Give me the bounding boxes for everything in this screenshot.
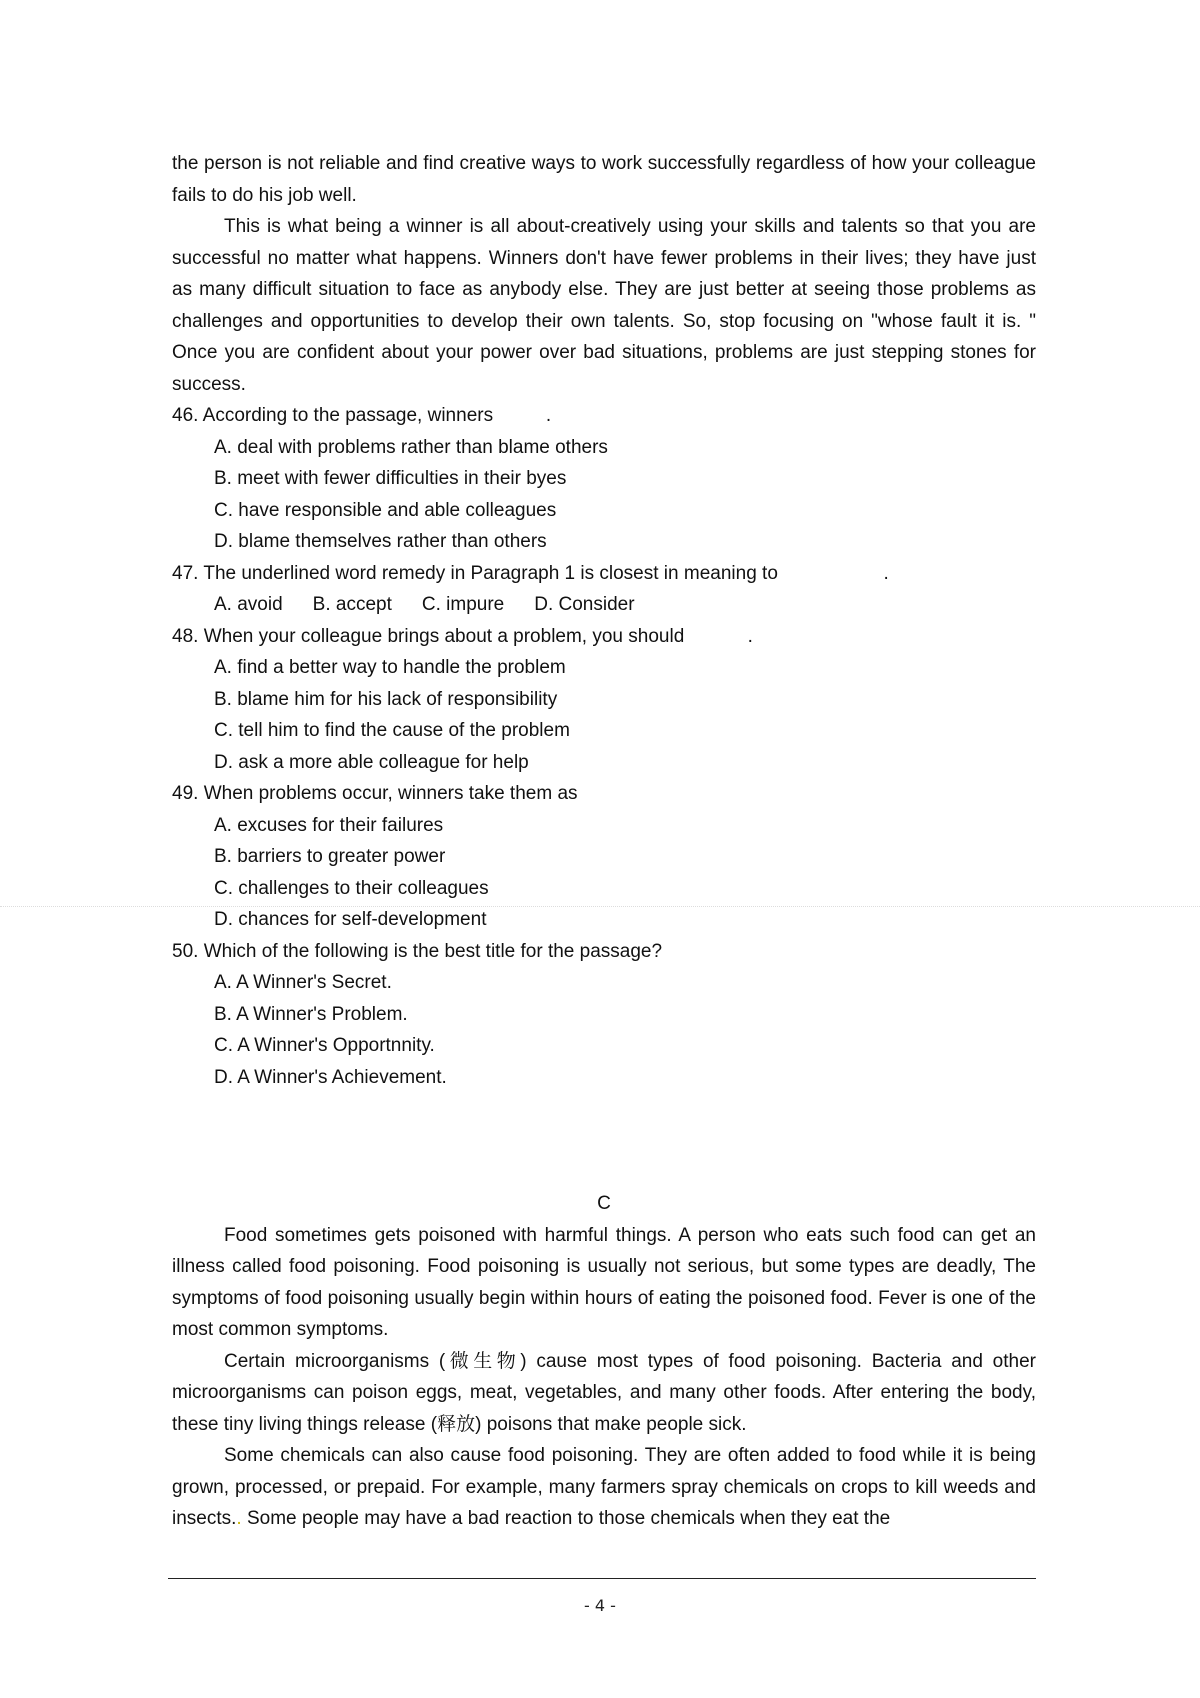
option-b: B. A Winner's Problem. xyxy=(214,1003,408,1025)
option-d: D. Consider xyxy=(534,594,635,615)
option-d: D. ask a more able colleague for help xyxy=(214,751,529,773)
section-heading: C xyxy=(597,1193,611,1214)
option-d: D. chances for self-development xyxy=(214,909,487,930)
option-c: C. A Winner's Opportnnity. xyxy=(214,1035,435,1056)
question-50 xyxy=(172,936,1036,1094)
option-d: D. A Winner's Achievement. xyxy=(214,1066,447,1088)
option-a: A. A Winner's Secret. xyxy=(214,972,392,993)
question-49 xyxy=(172,778,1036,936)
option-b: B. barriers to greater power xyxy=(214,846,446,867)
option-a: A. find a better way to handle the problem xyxy=(214,657,566,678)
chinese-gloss: 释放 xyxy=(437,1412,476,1435)
page-number: - 4 - xyxy=(584,1596,616,1615)
passage-c-paragraph: Certain microorganisms (微生物) cause most types of food poisoning. Bacteria and other microorganisms can poison eggs, meat, vegetables, and many other foods. After entering the body, these tiny living things release (释放) poisons that make people sick. xyxy=(172,1349,1036,1435)
option-c: C. have responsible and able colleagues xyxy=(214,499,557,521)
option-c: C. challenges to their colleagues xyxy=(214,877,489,899)
question-48 xyxy=(172,621,1036,779)
option-a: A. deal with problems rather than blame others xyxy=(214,436,608,458)
question-stem: 48. When your colleague brings about a problem, you should . xyxy=(172,625,753,647)
question-stem: 47. The underlined word remedy in Paragraph 1 is closest in meaning to . xyxy=(172,562,889,584)
chinese-gloss: 微生物 xyxy=(445,1349,521,1372)
option-d: D. blame themselves rather than others xyxy=(214,531,547,552)
passage-c-paragraph: Some chemicals can also cause food poisoning. They are often added to food while it is being grown, processed, or prepaid. For example, many farmers spray chemicals on crops to kill weeds and insects.. Some people may have a bad reaction to those chemicals when they eat the xyxy=(172,1445,1036,1529)
passage-b-paragraph: This is what being a winner is all about-creatively using your skills and talents so that you are successful no matter what happens. Winners don't have fewer problems in their lives; they have just as many difficult situation to face as anybody else. They are just better at seeing those problems as challenges and opportunities to develop their own talents. So, stop focusing on "whose fault it is. " Once you are confident about your power over bad situations, problems are just stepping stones for success. xyxy=(172,216,1036,395)
option-b: B. blame him for his lack of responsibility xyxy=(214,688,558,710)
option-c: C. impure xyxy=(421,594,505,615)
passage-b-paragraph: the person is not reliable and find creative ways to work successfully regardless of how your colleague fails to do his job well. xyxy=(172,153,1036,206)
option-b: B. meet with fewer difficulties in their byes xyxy=(214,468,567,489)
option-a: A. avoid xyxy=(214,594,283,615)
question-stem: 50. Which of the following is the best title for the passage? xyxy=(172,940,663,962)
option-b: B. accept xyxy=(312,594,392,615)
stray-mark: . xyxy=(236,1508,242,1529)
document-body xyxy=(172,148,1036,1535)
option-c: C. tell him to find the cause of the problem xyxy=(214,720,570,741)
question-47 xyxy=(172,558,1036,621)
footer-rule xyxy=(168,1578,1036,1579)
option-a: A. excuses for their failures xyxy=(214,814,444,836)
question-stem: 49. When problems occur, winners take them as xyxy=(172,783,578,804)
options-row xyxy=(214,589,1036,621)
passage-c-paragraph: Food sometimes gets poisoned with harmful things. A person who eats such food can get an illness called food poisoning. Food poisoning is usually not serious, but some types are deadly, The symptoms of food poisoning usually begin within hours of eating the poisoned food. Fever is one of the most common symptoms. xyxy=(172,1224,1036,1340)
question-46 xyxy=(172,400,1036,558)
question-stem: 46. According to the passage, winners . xyxy=(172,405,552,426)
